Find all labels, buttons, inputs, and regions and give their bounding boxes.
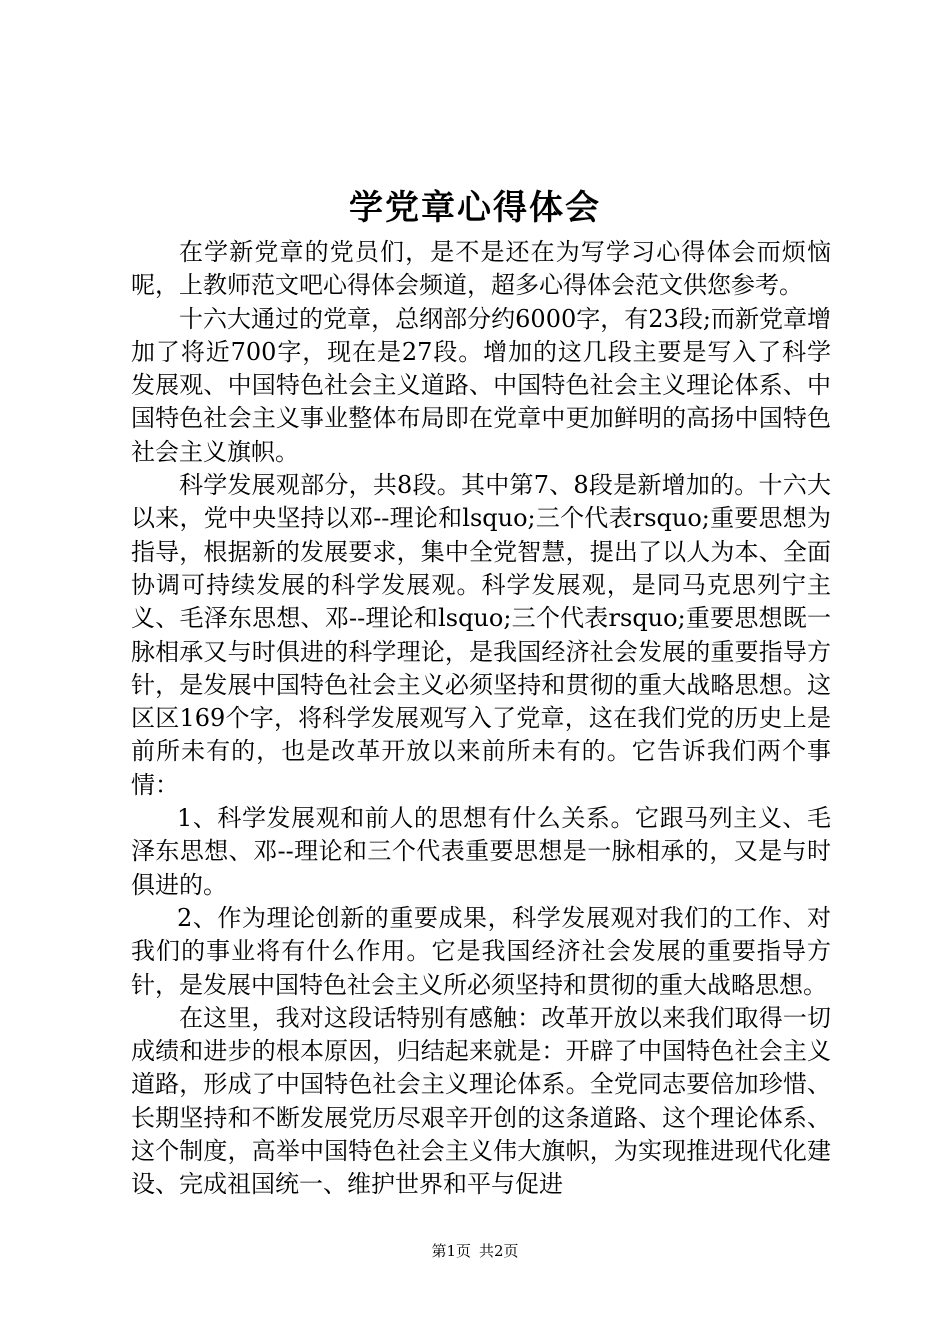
- paragraph-point-2: 2、作为理论创新的重要成果，科学发展观对我们的工作、对我们的事业将有什么作用。它是我国经济社会发展的重要指导方针，是发展中国特色社会主义所必须坚持和贯彻的重大战略思想。: [131, 903, 831, 999]
- page-footer: [0, 1240, 950, 1262]
- paragraph-charter-length: 十六大通过的党章，总纲部分约6000字，有23段;而新党章增加了将近700字，现在是27段。增加的这几段主要是写入了科学发展观、中国特色社会主义道路、中国特色社会主义理论体系、中国特色社会主义事业整体布局即在党章中更加鲜明的高扬中国特色社会主义旗帜。: [131, 304, 831, 466]
- page-number-current: 第1页: [431, 1242, 471, 1260]
- paragraph-intro: 在学新党章的党员们，是不是还在为写学习心得体会而烦恼呢，上教师范文吧心得体会频道，超多心得体会范文供您参考。: [131, 238, 831, 300]
- document-title: 学党章心得体会: [349, 188, 601, 228]
- paragraph-scientific-development: 科学发展观部分，共8段。其中第7、8段是新增加的。十六大以来，党中央坚持以邓--理论和lsquo;三个代表rsquo;重要思想为指导，根据新的发展要求，集中全党智慧，提出了以人为本、全面协调可持续发展的科学发展观。科学发展观，是同马克思列宁主义、毛泽东思想、邓--理论和lsquo;三个代表rsquo;重要思想既一脉相承又与时俱进的科学理论，是我国经济社会发展的重要指导方针，是发展中国特色社会主义必须坚持和贯彻的重大战略思想。这区区169个字，将科学发展观写入了党章，这在我们党的历史上是前所未有的，也是改革开放以来前所未有的。它告诉我们两个事情：: [131, 471, 831, 799]
- page-number-total: 共2页: [479, 1242, 519, 1260]
- document-body: [131, 236, 831, 1202]
- paragraph-reflection: 在这里，我对这段话特别有感触：改革开放以来我们取得一切成绩和进步的根本原因，归结起来就是：开辟了中国特色社会主义道路，形成了中国特色社会主义理论体系。全党同志要倍加珍惜、长期坚持和不断发展党历尽艰辛开创的这条道路、这个理论体系、这个制度，高举中国特色社会主义伟大旗帜，为实现推进现代化建设、完成祖国统一、维护世界和平与促进: [131, 1003, 831, 1199]
- paragraph-point-1: 1、科学发展观和前人的思想有什么关系。它跟马列主义、毛泽东思想、邓--理论和三个代表重要思想是一脉相承的，又是与时俱进的。: [131, 804, 831, 899]
